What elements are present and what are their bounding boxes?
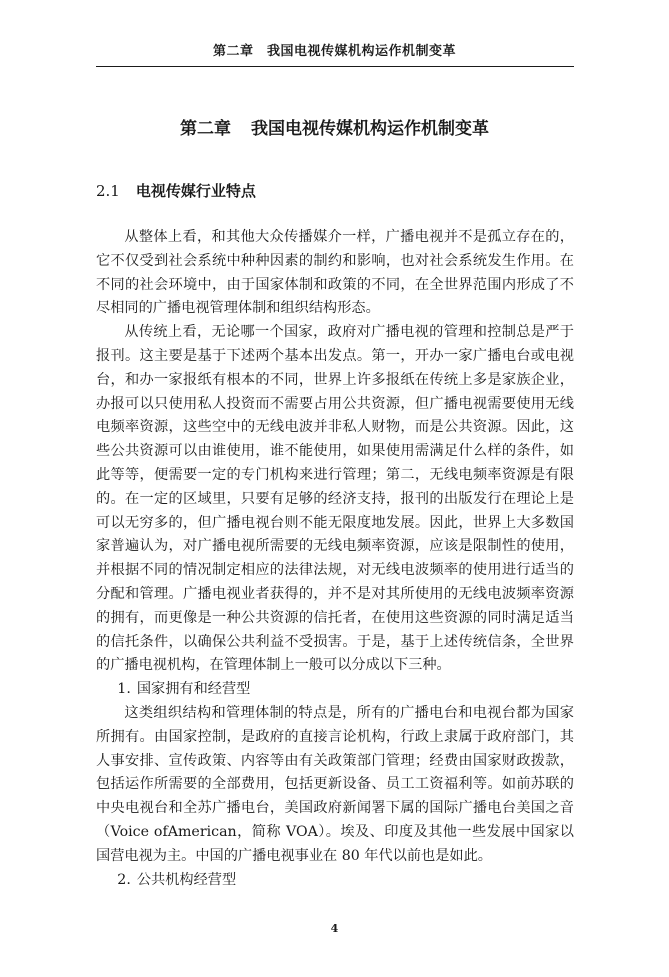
chapter-title-text: 我国电视传媒机构运作机制变革 <box>251 119 489 139</box>
section-number: 2.1 <box>96 182 120 200</box>
running-header: 第二章 我国电视传媒机构运作机制变革 <box>212 44 456 59</box>
list-item-1-number: 1. <box>117 681 131 698</box>
chapter-title <box>0 114 669 139</box>
list-item-1-title: 国家拥有和经营型 <box>136 681 251 698</box>
list-item-2-number: 2. <box>117 871 131 888</box>
list-item-1 <box>96 678 574 702</box>
page-number: 4 <box>330 922 339 935</box>
paragraph-2: 从传统上看，无论哪一个国家，政府对广播电视的管理和控制总是严于报刊。这主要是基于下述两个基本出发点。第一，开办一家广播电台或电视台，和办一家报纸有根本的不同，世界上许多报纸在传统上多是家族企业，办报可以只使用私人投资而不需要占用公共资源，但广播电视需要使用无线电频率资源，这些空中的无线电波并非私人财物，而是公共资源。因此，这些公共资源可以由谁使用，谁不能使用，如果使用需满足什么样的条件，如此等等，便需要一定的专门机构来进行管理；第二，无线电频率资源是有限的。在一定的区域里，只要有足够的经济支持，报刊的出版发行在理论上是可以无穷多的，但广播电视台则不能无限度地发展。因此，世界上大多数国家普遍认为，对广播电视所需要的无线电频率资源，应该是限制性的使用，并根据不同的情况制定相应的法律法规，对无线电波频率的使用进行适当的分配和管理。广播电视业者获得的，并不是对其所使用的无线电波频率资源的拥有，而更像是一种公共资源的信托者，在使用这些资源的同时满足适当的信托条件，以确保公共利益不受损害。于是，基于上述传统信条，全世界的广播电视机构，在管理体制上一般可以分成以下三种。 <box>96 324 574 674</box>
paragraph-1: 从整体上看，和其他大众传播媒介一样，广播电视并不是孤立存在的，它不仅受到社会系统中种种因素的制约和影响，也对社会系统发生作用。在不同的社会环境中，由于国家体制和政策的不同，在全世界范围内形成了不尽相同的广播电视管理体制和组织结构形态。 <box>96 229 574 317</box>
section-heading <box>96 180 256 201</box>
list-item-2 <box>96 869 574 893</box>
header-rule <box>96 66 574 67</box>
list-item-2-title: 公共机构经营型 <box>136 871 237 888</box>
section-title: 电视传媒行业特点 <box>135 182 256 200</box>
chapter-number: 第二章 <box>180 119 231 139</box>
body-text <box>96 226 574 892</box>
paragraph-3: 这类组织结构和管理体制的特点是，所有的广播电台和电视台都为国家所拥有。由国家控制，是政府的直接言论机构，行政上隶属于政府部门，其人事安排、宣传政策、内容等由有关政策部门管理；经费由国家财政拨款，包括运作所需要的全部费用，包括更新设备、员工工资福利等。如前苏联的中央电视台和全苏广播电台，美国政府新闻署下属的国际广播电台美国之音（Voice ofAmerican，简称 VOA）。埃及、印度及其他一些发展中国家以国营电视为主。中国的广播电视事业在 80 年代以前也是如此。 <box>96 704 574 864</box>
